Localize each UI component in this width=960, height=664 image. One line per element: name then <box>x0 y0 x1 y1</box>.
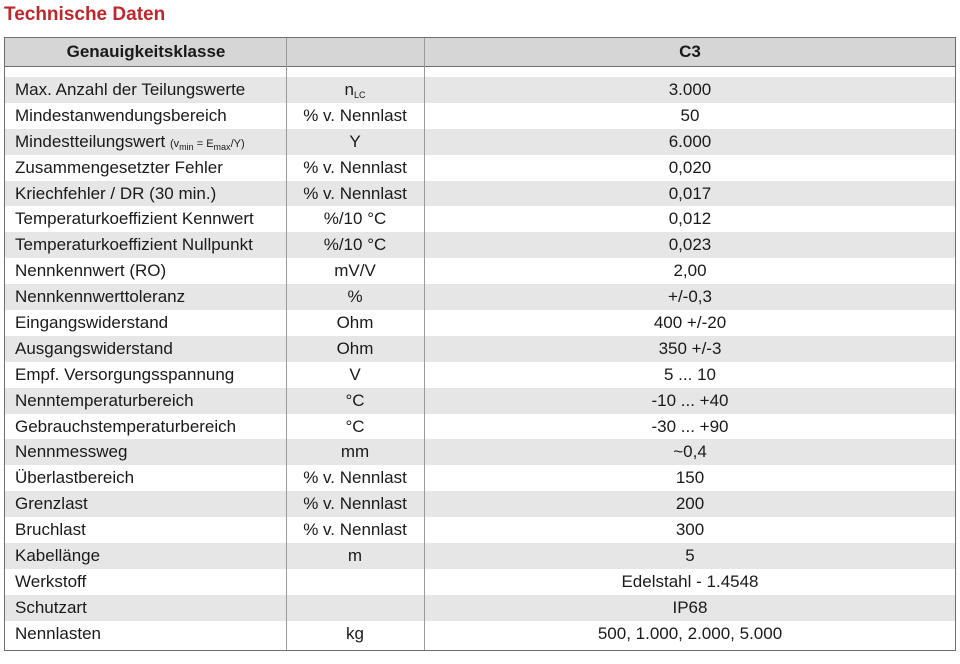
row-label: Gebrauchstemperaturbereich <box>15 416 237 436</box>
row-value: IP68 <box>672 597 708 617</box>
row-value: 0,020 <box>668 157 712 177</box>
row-value: 400 +/-20 <box>653 313 727 333</box>
row-unit: %/10 °C <box>323 235 387 255</box>
table-row <box>5 543 955 569</box>
row-value: 6.000 <box>668 131 712 151</box>
row-unit <box>287 569 423 595</box>
table-row <box>5 569 955 595</box>
row-value: 3.000 <box>668 80 712 99</box>
row-label: Kabellänge <box>15 546 101 566</box>
row-value: 0,023 <box>668 235 712 255</box>
row-unit: mm <box>340 442 370 462</box>
row-label: Nennkennwerttoleranz <box>15 287 186 307</box>
row-value: 0,012 <box>668 209 712 229</box>
row-label: Werkstoff <box>15 571 87 591</box>
table-row <box>5 465 955 491</box>
row-unit: kg <box>346 623 364 643</box>
table-row <box>5 621 955 647</box>
page-title: Technische Daten <box>4 4 166 25</box>
table-row <box>5 595 955 621</box>
header-class-label: Genauigkeitsklasse <box>66 42 226 61</box>
table-row <box>5 388 955 414</box>
row-value: 50 <box>680 105 700 125</box>
row-value: 300 <box>675 520 705 540</box>
row-value: 350 +/-3 <box>658 338 722 358</box>
table-row <box>5 258 955 284</box>
header-unit-cell <box>287 38 425 67</box>
technical-data-table <box>4 37 956 651</box>
header-class-value: C3 <box>679 42 701 61</box>
spacer-row <box>5 67 955 77</box>
table-row <box>5 155 955 181</box>
row-unit: Y <box>349 131 361 151</box>
table-row <box>5 362 955 388</box>
row-label: Max. Anzahl der Teilungswerte <box>15 80 246 99</box>
row-label: Grenzlast <box>15 494 88 514</box>
column-divider <box>286 38 287 650</box>
row-value: ~0,4 <box>673 442 707 462</box>
row-label: Eingangswiderstand <box>15 313 169 333</box>
row-label: Bruchlast <box>15 520 86 540</box>
row-value: +/-0,3 <box>668 287 712 307</box>
row-value: 5 ... 10 <box>664 364 716 384</box>
row-unit: Ohm <box>336 338 374 358</box>
row-label: Empf. Versorgungsspannung <box>15 364 235 384</box>
row-label: Nenntemperaturbereich <box>15 390 194 410</box>
table-row <box>5 310 955 336</box>
row-value: Edelstahl - 1.4548 <box>621 571 759 591</box>
row-label: Kriechfehler / DR (30 min.) <box>15 183 217 203</box>
row-unit: % <box>347 287 363 307</box>
row-unit: V <box>349 364 361 384</box>
row-label: Nennlasten <box>15 623 102 643</box>
row-unit: °C <box>345 416 365 436</box>
table-row <box>5 517 955 543</box>
row-unit: mV/V <box>334 261 376 281</box>
row-label: Mindestanwendungsbereich <box>15 105 227 125</box>
row-unit: % v. Nennlast <box>303 468 407 488</box>
table-row <box>5 206 955 232</box>
row-label: Mindestteilungswert $(v_{min} = E_{max}/Y)$ <box>15 131 245 152</box>
row-value: 150 <box>675 468 705 488</box>
table-header <box>5 38 955 67</box>
table-row <box>5 232 955 258</box>
row-unit: % v. Nennlast <box>303 520 407 540</box>
row-value: 200 <box>675 494 705 514</box>
table-row <box>5 103 955 129</box>
row-unit: % v. Nennlast <box>303 183 407 203</box>
table-row <box>5 491 955 517</box>
row-value: 0,017 <box>668 183 712 203</box>
row-value: 5 <box>685 546 695 566</box>
row-unit: %/10 °C <box>323 209 387 229</box>
row-unit: Ohm <box>336 313 374 333</box>
table-row <box>5 77 955 103</box>
row-label: Zusammengesetzter Fehler <box>15 157 223 177</box>
table-row <box>5 336 955 362</box>
row-unit: °C <box>345 390 365 410</box>
row-unit: $n_{LC}$ <box>344 80 366 100</box>
row-value: -10 ... +40 <box>651 390 729 410</box>
table-row <box>5 181 955 207</box>
table-row <box>5 439 955 465</box>
row-label: Nennkennwert (RO) <box>15 261 167 281</box>
row-label: Überlastbereich <box>15 468 135 488</box>
row-value: -30 ... +90 <box>651 416 729 436</box>
table-row <box>5 414 955 440</box>
row-unit: % v. Nennlast <box>303 157 407 177</box>
row-unit: % v. Nennlast <box>303 494 407 514</box>
row-label: Temperaturkoeffizient Kennwert <box>15 209 254 229</box>
column-divider <box>424 38 425 650</box>
table-row <box>5 284 955 310</box>
row-label: Temperaturkoeffizient Nullpunkt <box>15 235 253 255</box>
row-unit <box>287 595 423 621</box>
row-value: 2,00 <box>673 261 707 281</box>
row-unit: % v. Nennlast <box>303 105 407 125</box>
row-label: Nennmessweg <box>15 442 128 462</box>
row-unit: m <box>347 546 363 566</box>
row-label: Schutzart <box>15 597 87 617</box>
row-value: 500, 1.000, 2.000, 5.000 <box>597 623 783 643</box>
table-row <box>5 129 955 155</box>
table-body <box>5 77 955 647</box>
row-label: Ausgangswiderstand <box>15 338 173 358</box>
